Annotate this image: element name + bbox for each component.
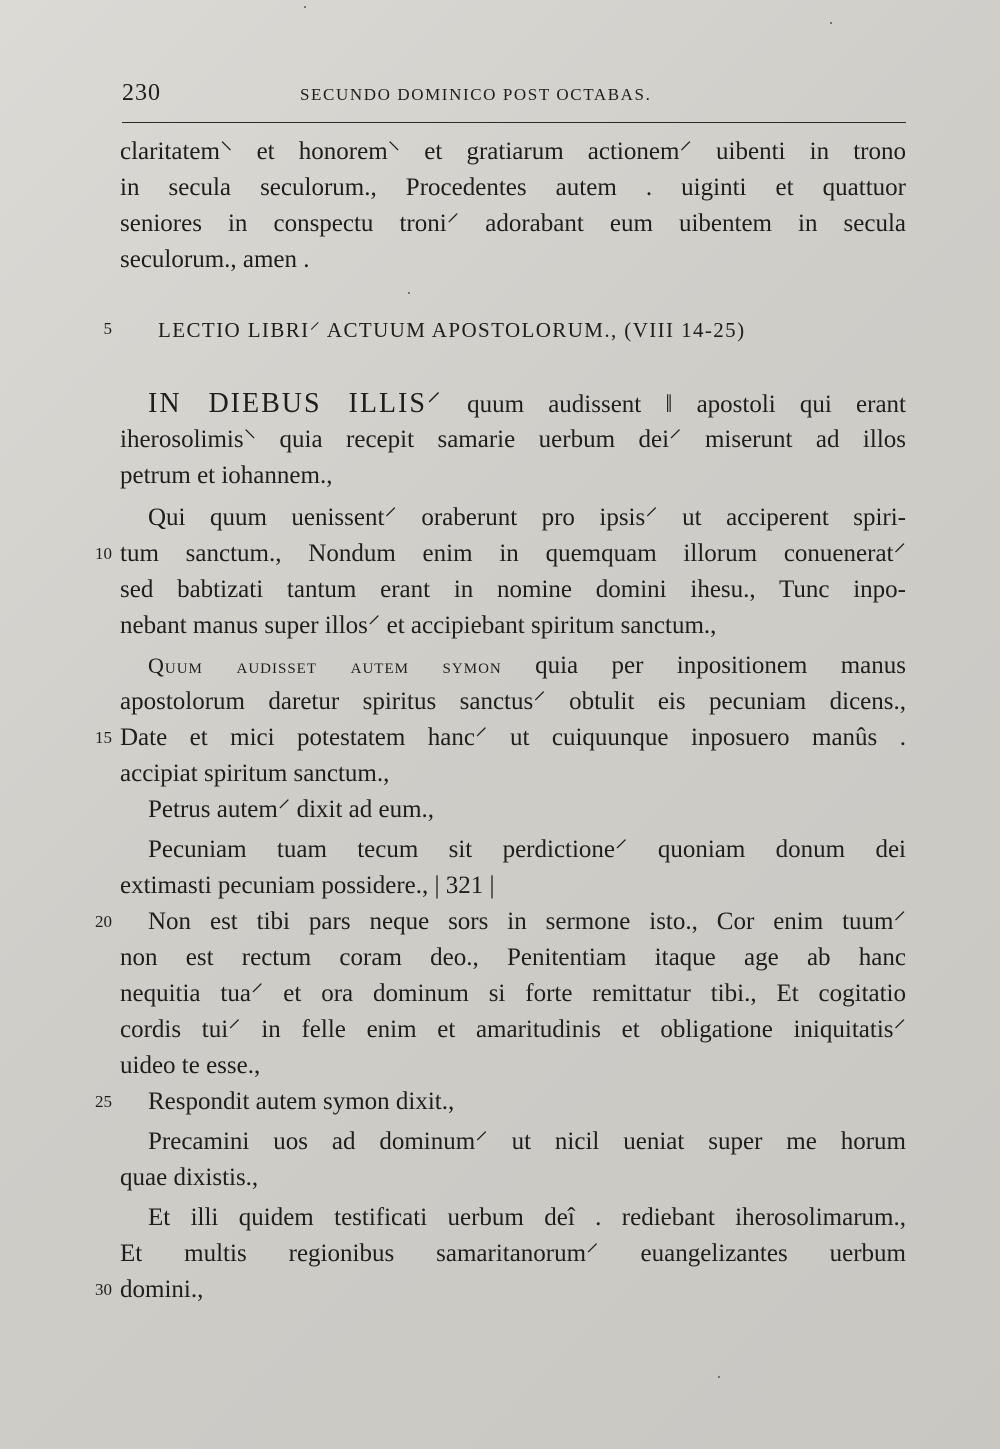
paper-speck	[830, 22, 832, 24]
text-line: quae dixistis.,	[120, 1164, 259, 1191]
lesson-incipit: IN DIEBUS ILLIS⸍	[148, 388, 443, 419]
text-line: claritatem⸌ et honorem⸌ et gratiarum actionem⸍ uibenti in trono	[120, 138, 906, 165]
paper-speck	[408, 292, 410, 294]
text-line: iherosolimis⸌ quia recepit samarie uerbum dei⸍ miserunt ad illos	[120, 426, 906, 453]
paper-speck	[718, 1376, 720, 1378]
paper-speck	[304, 6, 306, 8]
text-line: seculorum., amen .	[120, 246, 310, 273]
line-number: 20	[95, 912, 112, 931]
text-line: tum sanctum., Nondum enim in quemquam illorum conuenerat⸍	[120, 540, 906, 567]
text-line: Pecuniam tuam tecum sit perdictione⸍ quoniam donum dei	[148, 836, 906, 863]
text-line-rest: quia per inpositionem manus	[501, 652, 906, 679]
text-line: accipiat spiritum sanctum.,	[120, 760, 390, 787]
text-line: domini.,	[120, 1276, 204, 1303]
text-line: cordis tui⸍ in felle enim et amaritudinis et obligatione iniquitatis⸍	[120, 1016, 906, 1043]
text-line-rest: quum audissent ‖ apostoli qui erant	[442, 391, 906, 418]
text-line: in secula seculorum., Procedentes autem . uiginti et quattuor	[120, 174, 906, 201]
line-number: 10	[95, 544, 112, 563]
text-line	[120, 648, 906, 684]
line-number: 15	[95, 728, 112, 747]
text-line: petrum et iohannem.,	[120, 462, 333, 489]
text-line: uideo te esse.,	[120, 1052, 261, 1079]
line-number: 30	[95, 1280, 112, 1299]
line-number: 25	[95, 1092, 112, 1111]
header-rule	[122, 122, 906, 123]
text-line: apostolorum daretur spiritus sanctus⸍ obtulit eis pecuniam dicens.,	[120, 688, 906, 715]
text-line	[120, 386, 906, 422]
text-line: Petrus autem⸍ dixit ad eum.,	[148, 796, 435, 823]
running-title: SECUNDO DOMINICO POST OCTABAS.	[300, 85, 652, 104]
text-line: sed babtizati tantum erant in nomine domini ihesu., Tunc inpo-	[120, 576, 906, 603]
text-line: Et multis regionibus samaritanorum⸍ euangelizantes uerbum	[120, 1240, 906, 1267]
text-line: Date et mici potestatem hanc⸍ ut cuiquunque inposuero manûs .	[120, 724, 906, 751]
page-header	[122, 80, 906, 110]
line-number: 5	[103, 319, 112, 338]
text-line: extimasti pecuniam possidere., | 321 |	[120, 872, 495, 899]
text-line: Respondit autem symon dixit.,	[148, 1088, 455, 1115]
text-line: Precamini uos ad dominum⸍ ut nicil ueniat super me horum	[148, 1128, 906, 1155]
small-caps-phrase: Quum audisset autem symon	[148, 653, 502, 678]
text-line: non est rectum coram deo., Penitentiam itaque age ab hanc	[120, 944, 906, 971]
text-line: Qui quum uenissent⸍ oraberunt pro ipsis⸍ ut acciperent spiri-	[148, 504, 906, 531]
lesson-heading: LECTIO LIBRI⸍ ACTUUM APOSTOLORUM., (VIII 14-25)	[158, 318, 746, 342]
text-line: seniores in conspectu troni⸍ adorabant eum uibentem in secula	[120, 210, 906, 237]
text-line: nequitia tua⸍ et ora dominum si forte remittatur tibi., Et cogitatio	[120, 980, 906, 1007]
page-number: 230	[122, 80, 161, 106]
text-line: nebant manus super illos⸍ et accipiebant spiritum sanctum.,	[120, 612, 717, 639]
text-line: Et illi quidem testificati uerbum deî . rediebant iherosolimarum.,	[148, 1204, 906, 1231]
text-line: Non est tibi pars neque sors in sermone isto., Cor enim tuum⸍	[148, 908, 906, 935]
